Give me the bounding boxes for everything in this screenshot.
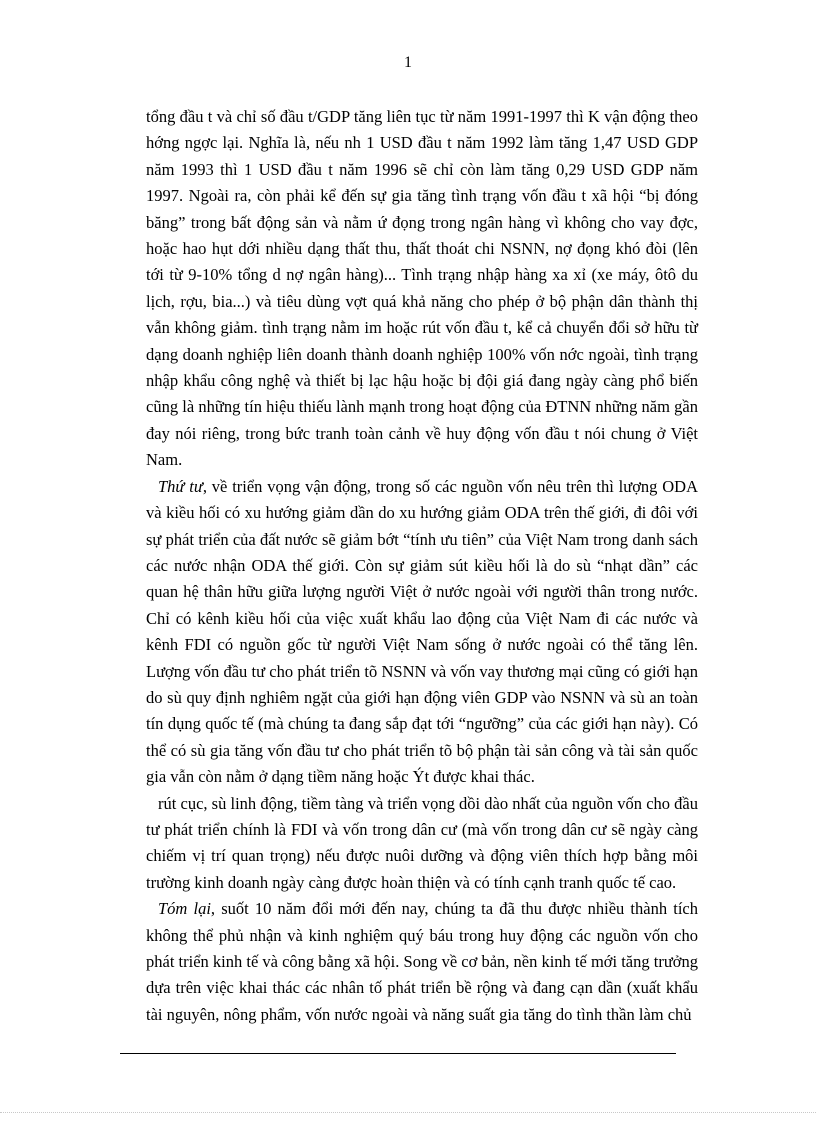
paragraph-4-lead: Tóm lại [158,899,211,919]
paragraph-3-text: rút cục, sù linh động, tiềm tàng và triển vọng dồi dào nhất của nguồn vốn cho đầu tư phát triển chính là FDI và vốn trong dân cư (mà vốn trong dân cư sẽ ngày càng chiếm vị trí quan trọng) nếu được nuôi dưỡng và động viên thích hợp bằng môi trường kinh doanh ngày càng được hoàn thiện và có tính cạnh tranh quốc tế cao. [146,793,698,892]
paragraph-4 [146,896,698,1028]
document-body [146,104,698,1028]
paragraph-2-lead: Thứ tư [158,476,203,496]
footer-rule [120,1053,676,1054]
page-bottom-border [0,1112,816,1113]
paragraph-1-text: tổng đầu t và chỉ số đầu t/GDP tăng liên tục từ năm 1991-1997 thì K vận động theo hớng ngợc lại. Nghĩa là, nếu nh 1 USD đầu t năm 1992 làm tăng 1,47 USD GDP năm 1993 thì 1 USD đầu t năm 1996 sẽ chỉ còn làm tăng 0,29 USD GDP năm 1997. Ngoài ra, còn phải kể đến sự gia tăng tình trạng vốn đầu t xã hội “bị đóng băng” trong bất động sản và nằm ứ đọng trong ngân hàng vì không cho vay đợc, hoặc hao hụt dới nhiều dạng thất thu, thất thoát chi NSNN, nợ đọng khó đòi (lên tới từ 9-10% tổng d nợ ngân hàng)... Tình trạng nhập hàng xa xỉ (xe máy, ôtô du lịch, rợu, bia...) và tiêu dùng vợt quá khả năng cho phép ở bộ phận dân thành thị vẫn không giảm. tình trạng nằm im hoặc rút vốn đầu t, kể cả chuyển đổi sở hữu từ dạng doanh nghiệp liên doanh thành doanh nghiệp 100% vốn nớc ngoài, tình trạng nhập khẩu công nghệ và thiết bị lạc hậu hoặc bị đội giá đang ngày càng phổ biến cũng là những tín hiệu thiếu lành mạnh trong hoạt động của ĐTNN những năm gần đay nói riêng, trong bức tranh toàn cảnh về huy động vốn đầu t nói chung ở Việt Nam. [146,107,698,470]
paragraph-2-text: , về triển vọng vận động, trong số các nguồn vốn nêu trên thì lượng ODA và kiều hối có xu hướng giảm dần do xu hướng giảm ODA trên thế giới, đi đôi với sự phát triển của đất nước sẽ giảm bớt “tính ưu tiên” của Việt Nam trong danh sách các nước nhận ODA thế giới. Còn sự giảm sút kiều hối là do sù “nhạt dần” các quan hệ thân hữu giữa lượng người Việt ở nước ngoài với người thân trong nước. Chỉ có kênh kiều hối của việc xuất khẩu lao động của Việt Nam đi các nước và kênh FDI có nguồn gốc từ người Việt Nam sống ở nước ngoài có thể tăng lên. Lượng vốn đầu tư cho phát triển tõ NSNN và vốn vay thương mại cũng có giới hạn do sù quy định nghiêm ngặt của giới hạn động viên GDP vào NSNN và sù an toàn tín dụng quốc tế (mà chúng ta đang sắp đạt tới “ngưỡng” của các giới hạn này). Có thể có sù gia tăng vốn đầu tư cho phát triển tõ bộ phận tài sản công và tài sản quốc gia vẫn còn nằm ở dạng tiềm năng hoặc Ýt được khai thác. [146,476,698,787]
paragraph-3 [146,791,698,897]
paragraph-2 [146,474,698,791]
paragraph-4-text: , suốt 10 năm đổi mới đến nay, chúng ta đã thu được nhiều thành tích không thể phủ nhận và kinh nghiệm quý báu trong huy động các nguồn vốn cho phát triển kinh tế và công bằng xã hội. Song về cơ bản, nền kinh tế mới tăng trưởng dựa trên việc khai thác các nhân tố phát triển bề rộng và đang cạn dần (xuất khẩu tài nguyên, nông phẩm, vốn nước ngoài và năng suất gia tăng do tình thần làm chủ [146,899,699,1024]
paragraph-1 [146,104,698,474]
page-number: 1 [404,54,412,71]
